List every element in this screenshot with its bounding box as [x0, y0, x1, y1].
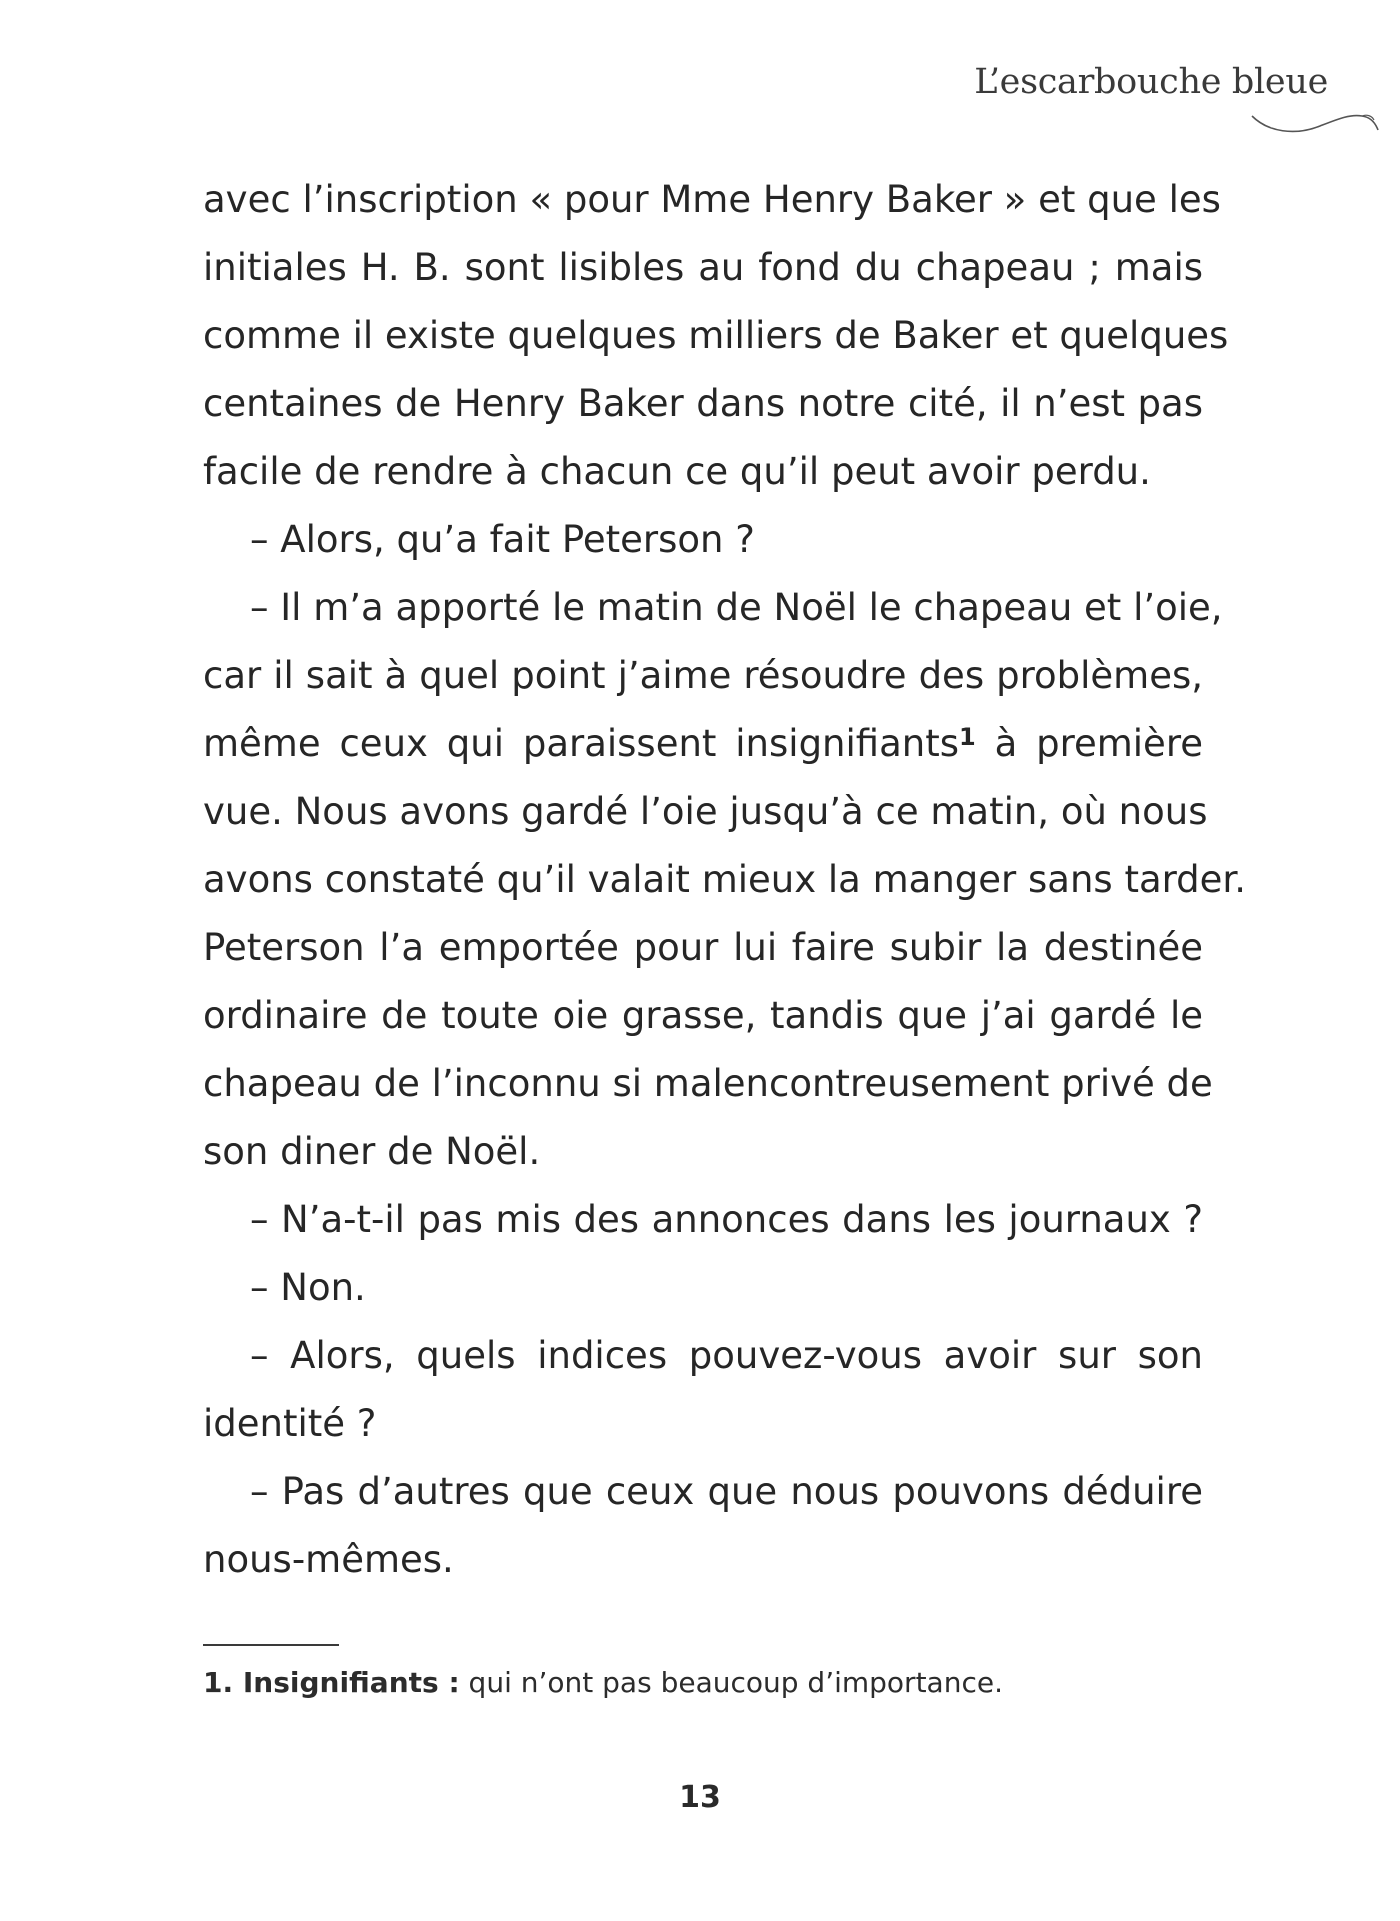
ornament-swash-icon — [1250, 110, 1380, 140]
text-line: Peterson l’a emportée pour lui faire subir la destinée — [203, 926, 1203, 969]
footnote-definition: qui n’ont pas beaucoup d’importance. — [468, 1666, 1003, 1699]
text-line: facile de rendre à chacun ce qu’il peut avoir perdu. — [203, 450, 1151, 493]
footnote-term: 1. Insignifiants : — [203, 1666, 460, 1699]
page-number: 13 — [679, 1780, 721, 1815]
body-text — [203, 166, 1247, 1594]
text-segment: même ceux qui paraissent insignifiants — [203, 722, 959, 765]
text-line: avec l’inscription « pour Mme Henry Baker » et que les — [203, 178, 1221, 221]
text-line: son diner de Noël. — [203, 1130, 541, 1173]
text-line: identité ? — [203, 1402, 377, 1445]
text-line-with-footnote — [203, 710, 1203, 778]
footnote-marker[interactable]: 1 — [959, 723, 976, 751]
footnote — [203, 1663, 1003, 1703]
dialogue-line: – N’a-t-il pas mis des annonces dans les journaux ? — [250, 1198, 1203, 1241]
text-segment: à première — [994, 722, 1203, 765]
text-line: nous-mêmes. — [203, 1538, 454, 1581]
text-line: car il sait à quel point j’aime résoudre des problèmes, — [203, 654, 1203, 697]
dialogue-line: – Alors, qu’a fait Peterson ? — [250, 518, 755, 561]
text-line: comme il existe quelques milliers de Baker et quelques — [203, 314, 1229, 357]
dialogue-line: – Pas d’autres que ceux que nous pouvons déduire — [250, 1470, 1203, 1513]
text-line: chapeau de l’inconnu si malencontreusement privé de — [203, 1062, 1213, 1105]
text-line: avons constaté qu’il valait mieux la manger sans tarder. — [203, 858, 1247, 901]
dialogue-line: – Il m’a apporté le matin de Noël le chapeau et l’oie, — [250, 586, 1223, 629]
dialogue-line: – Non. — [250, 1266, 366, 1309]
dialogue-line: – Alors, quels indices pouvez-vous avoir sur son — [250, 1334, 1203, 1377]
text-line: initiales H. B. sont lisibles au fond du chapeau ; mais — [203, 246, 1203, 289]
text-line: vue. Nous avons gardé l’oie jusqu’à ce matin, où nous — [203, 790, 1208, 833]
running-title: L’escarbouche bleue — [974, 62, 1328, 102]
text-line: centaines de Henry Baker dans notre cité, il n’est pas — [203, 382, 1203, 425]
footnote-divider — [203, 1644, 339, 1646]
text-line: ordinaire de toute oie grasse, tandis que j’ai gardé le — [203, 994, 1203, 1037]
